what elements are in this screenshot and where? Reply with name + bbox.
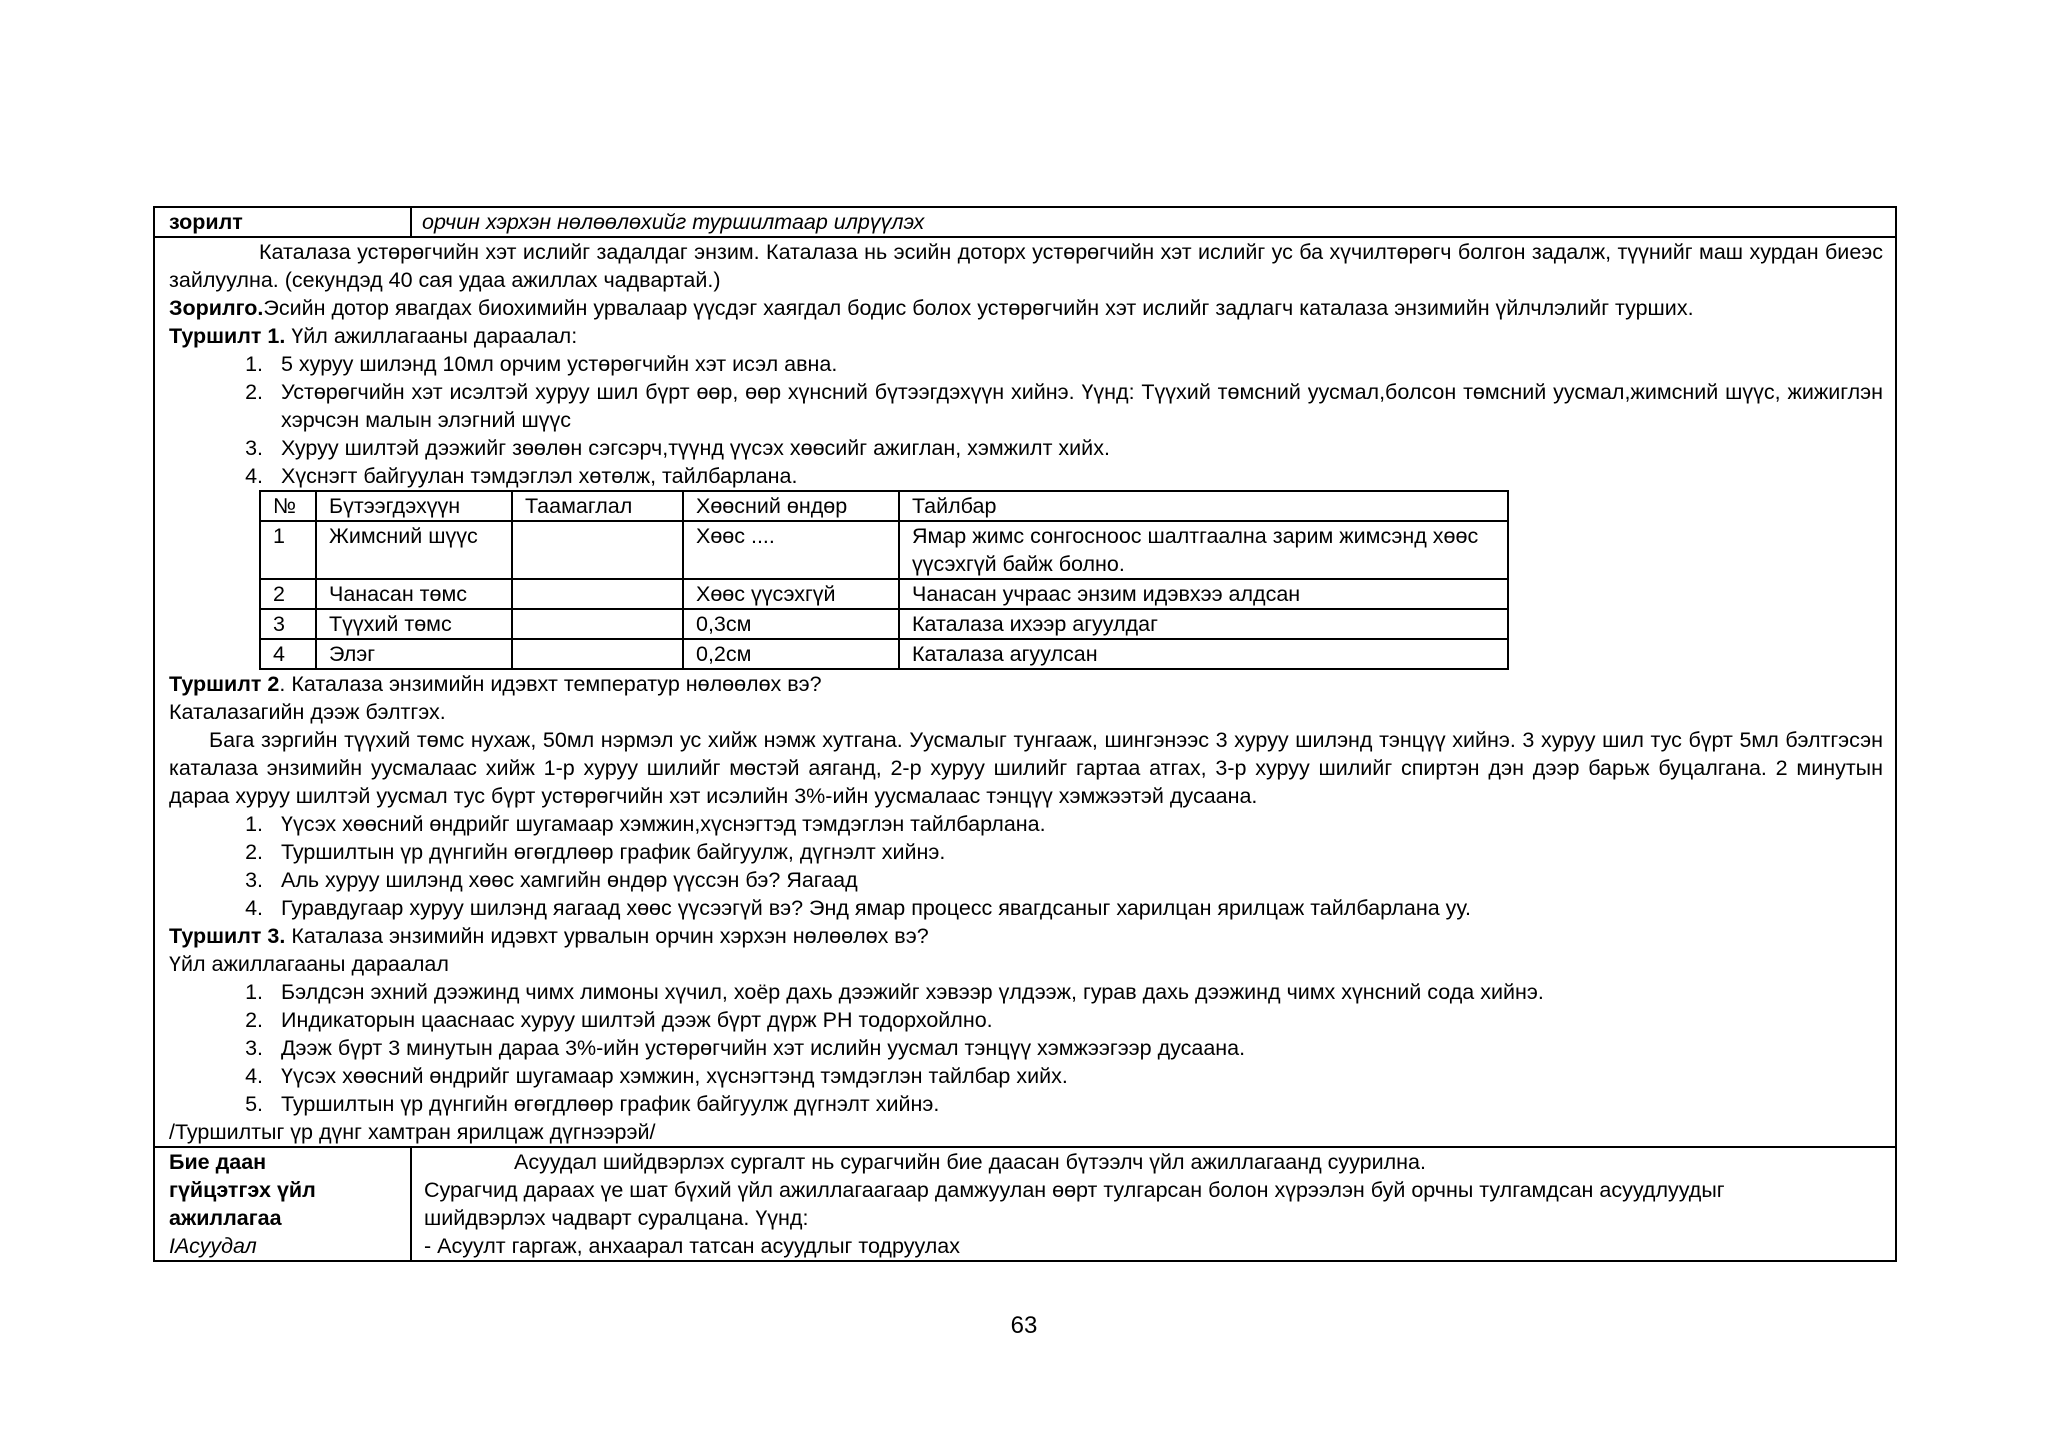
activity-line: Асуудал шийдвэрлэх сургалт нь сурагчийн бие даасан бүтээлч үйл ажиллагаанд суурилна. — [514, 1150, 1426, 1174]
table-row — [260, 609, 1508, 639]
exp2-paragraph: Бага зэргийн түүхий төмс нухаж, 50мл нэрмэл ус хийж нэмж хутгана. Уусмалыг тунгааж, шингэнээс 3 хуруу шилэнд тэнцүү хийнэ. 3 хуруу шил тус бүрт 5мл бэлтгэсэн каталаза энзимийн уусмалаас хийж 1-р хуруу шилийг мөстэй аяганд, 2-р хуруу шилийг гартаа атгах, 3-р хуруу шилийг спиртэн дэн дээр барьж буцалгана. 2 минутын дараа хуруу шилтэй уусмал тус бүрт устөрөгчийн хэт исэлийн 3%-ийн уусмалаас тэнцүү хэмжээтэй дусаана. — [169, 728, 1883, 808]
exp1-subtitle: Үйл ажиллагааны дараалал: — [285, 324, 578, 348]
document-table — [153, 206, 1897, 1262]
list-item: 1. 5 хуруу шилэнд 10мл орчим устөрөгчийн хэт исэл авна. — [269, 350, 1883, 378]
exp3-subtitle: Үйл ажиллагааны дараалал — [169, 952, 449, 976]
list-item: 1. Үүсэх хөөсний өндрийг шугамаар хэмжин,хүснэгтэд тэмдэглэн тайлбарлана. — [269, 810, 1883, 838]
list-item: 3. Хуруу шилтэй дээжийг зөөлөн сэгсэрч,түүнд үүсэх хөөсийг ажиглан, хэмжилт хийх. — [269, 434, 1883, 462]
results-table — [259, 490, 1509, 670]
list-item: 3. Аль хуруу шилэнд хөөс хамгийн өндөр үүссэн бэ? Яагаад — [269, 866, 1883, 894]
exp3-title: Туршилт 3. — [169, 924, 286, 948]
table-cell — [512, 521, 683, 579]
table-cell: Хөөс .... — [683, 521, 899, 579]
table-row — [260, 579, 1508, 609]
table-cell — [512, 639, 683, 669]
list-item: 4. Хүснэгт байгуулан тэмдэглэл хөтөлж, тайлбарлана. — [269, 462, 1883, 490]
table-header-row — [260, 491, 1508, 521]
table-header-cell: Тайлбар — [899, 491, 1508, 521]
exp3-steps — [169, 978, 1883, 1118]
exp2-heading — [169, 670, 1883, 698]
table-header-cell: Хөөсний өндөр — [683, 491, 899, 521]
list-item: 4. Үүсэх хөөсний өндрийг шугамаар хэмжин, хүснэгтэнд тэмдэглэн тайлбар хийх. — [269, 1062, 1883, 1090]
list-item: 5. Туршилтын үр дүнгийн өгөгдлөөр график байгуулж дүгнэлт хийнэ. — [269, 1090, 1883, 1118]
list-item: 2. Устөрөгчийн хэт исэлтэй хуруу шил бүрт өөр, өөр хүнсний бүтээгдэхүүн хийнэ. Үүнд: Түүхий төмсний уусмал,болсон төмсний уусмал,жимсний шүүс, жижиглэн хэрчсэн малын элэгний шүүс — [269, 378, 1883, 434]
activity-label-italic: IАсуудал — [169, 1234, 257, 1258]
table-cell: Каталаза агуулсан — [899, 639, 1508, 669]
activity-label-line: гүйцэтгэх үйл — [169, 1178, 316, 1202]
exp2-title: Туршилт 2 — [169, 672, 280, 696]
goal-text: Эсийн дотор явагдах биохимийн урвалаар үүсдэг хаягдал бодис болох устөрөгчийн хэт ислийг задлагч каталаза энзимийн үйлчлэлийг турших. — [263, 296, 1694, 320]
table-cell: Чанасан төмс — [316, 579, 512, 609]
list-item: 4. Гуравдугаар хуруу шилэнд яагаад хөөс үүсээгүй вэ? Энд ямар процесс явагдсаныг харилцан ярилцаж тайлбарлана уу. — [269, 894, 1883, 922]
exp1-steps — [169, 350, 1883, 490]
activity-text — [412, 1148, 1895, 1260]
table-header-cell: Бүтээгдэхүүн — [316, 491, 512, 521]
exp3-heading — [169, 922, 1883, 950]
header-value: орчин хэрхэн нөлөөлөхийг туршилтаар илрүүлэх — [422, 210, 925, 234]
header-row — [155, 208, 1895, 236]
table-cell: Каталаза ихээр агуулдаг — [899, 609, 1508, 639]
table-cell: Жимсний шүүс — [316, 521, 512, 579]
table-cell: Ямар жимс сонгосноос шалтгаална зарим жимсэнд хөөс үүсэхгүй байж болно. — [899, 521, 1508, 579]
table-cell: Түүхий төмс — [316, 609, 512, 639]
table-cell: Элэг — [316, 639, 512, 669]
activity-label — [155, 1148, 412, 1260]
table-header-cell: № — [260, 491, 316, 521]
goal-label: Зорилго. — [169, 296, 264, 320]
table-cell — [512, 609, 683, 639]
main-content — [155, 236, 1895, 1146]
exp3-closing: /Туршилтыг үр дүнг хамтран ярилцаж дүгнээрэй/ — [169, 1120, 656, 1144]
exp2-prep: Каталазагийн дээж бэлтгэх. — [169, 700, 446, 724]
table-row — [260, 521, 1508, 579]
exp1-heading — [169, 322, 1883, 350]
list-item: 2. Индикаторын цааснаас хуруу шилтэй дээж бүрт дүрж PH тодорхойлно. — [269, 1006, 1883, 1034]
table-cell — [512, 579, 683, 609]
exp2-question: . Каталаза энзимийн идэвхт температур нөлөөлөх вэ? — [279, 672, 822, 696]
activity-label-line: Бие даан — [169, 1150, 267, 1174]
exp1-title: Туршилт 1. — [169, 324, 286, 348]
table-cell: 1 — [260, 521, 316, 579]
header-label: зорилт — [155, 208, 412, 236]
table-cell: Хөөс үүсэхгүй — [683, 579, 899, 609]
intro-paragraph: Каталаза устөрөгчийн хэт ислийг задалдаг энзим. Каталаза нь эсийн доторх устөрөгчийн хэт ислийг ус ба хүчилтөрөгч болгон задалж, түүнийг маш хурдан биеэс зайлуулна. (секундэд 40 сая удаа ажиллах чадвартай.) — [169, 240, 1883, 292]
page-number: 63 — [1010, 1312, 1038, 1339]
activity-line: Сурагчид дараах үе шат бүхий үйл ажиллагаагаар дамжуулан өөрт тулгарсан болон хүрээлэн буй орчны тулгамдсан асуудлуудыг шийдвэрлэх чадварт суралцана. Үүнд: — [424, 1178, 1725, 1230]
list-item: 3. Дээж бүрт 3 минутын дараа 3%-ийн устөрөгчийн хэт ислийн уусмал тэнцүү хэмжээгээр дусаана. — [269, 1034, 1883, 1062]
goal-paragraph — [169, 294, 1883, 322]
table-cell: 0,2см — [683, 639, 899, 669]
table-cell: 3 — [260, 609, 316, 639]
table-cell: 0,3см — [683, 609, 899, 639]
table-header-cell: Таамаглал — [512, 491, 683, 521]
exp2-steps — [169, 810, 1883, 922]
list-item: 2. Туршилтын үр дүнгийн өгөгдлөөр график байгуулж, дүгнэлт хийнэ. — [269, 838, 1883, 866]
activity-label-line: ажиллагаа — [169, 1206, 282, 1230]
table-cell: 2 — [260, 579, 316, 609]
activity-row — [155, 1146, 1895, 1260]
exp3-question: Каталаза энзимийн идэвхт урвалын орчин хэрхэн нөлөөлөх вэ? — [285, 924, 929, 948]
list-item: 1. Бэлдсэн эхний дээжинд чимх лимоны хүчил, хоёр дахь дээжийг хэвээр үлдээж, гурав дахь дээжинд чимх хүнсний сода хийнэ. — [269, 978, 1883, 1006]
activity-bullet: - Асуулт гаргаж, анхаарал татсан асуудлыг тодруулах — [424, 1234, 960, 1258]
table-row — [260, 639, 1508, 669]
table-cell: 4 — [260, 639, 316, 669]
table-cell: Чанасан учраас энзим идэвхээ алдсан — [899, 579, 1508, 609]
